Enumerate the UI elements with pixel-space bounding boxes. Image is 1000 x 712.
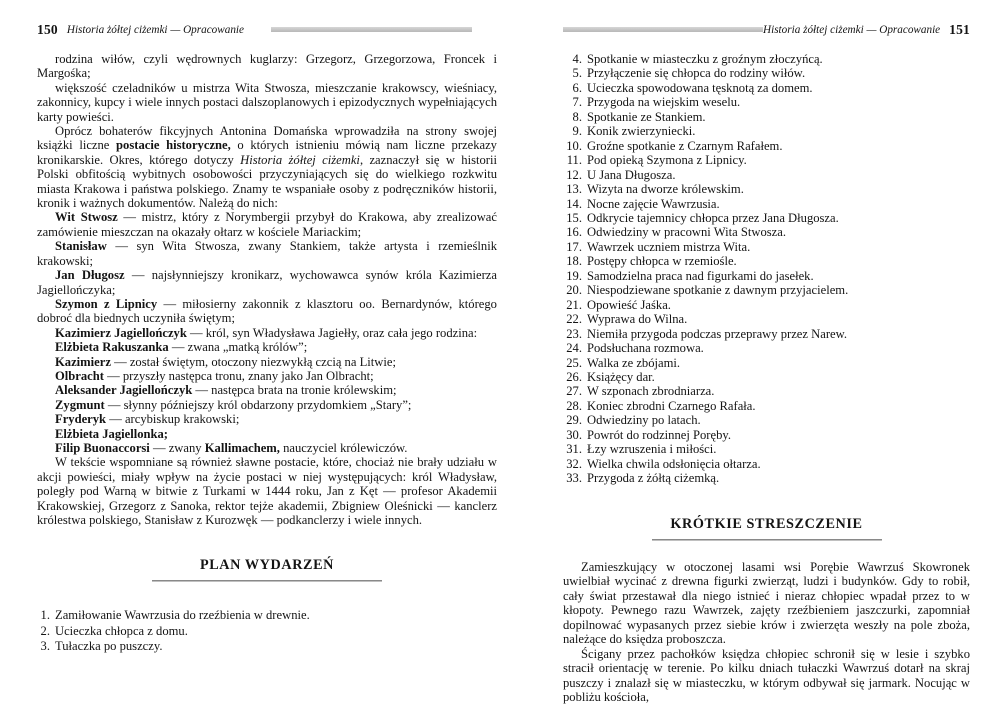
item-text: Ucieczka chłopca z domu.	[55, 623, 188, 638]
plan-item	[563, 153, 970, 167]
item-text: W szponach zbrodniarza.	[587, 384, 715, 399]
plan-item	[563, 312, 970, 326]
plan-item	[563, 52, 970, 66]
item-text: U Jana Długosza.	[587, 167, 676, 182]
summary-paragraphs	[563, 560, 970, 705]
running-title-right: Historia żółtej ciżemki — Opracowanie	[763, 23, 941, 36]
plan-item	[563, 384, 970, 398]
paragraph: Filip Buonaccorsi — zwany Kallimachem, nauczyciel królewiczów.	[55, 440, 408, 455]
item-number: 17.	[566, 239, 582, 254]
paragraph: Elżbieta Rakuszanka — zwana „matką królów”;	[55, 340, 308, 355]
item-text: Przygoda na wiejskim weselu.	[587, 95, 741, 110]
item-text: Odkrycie tajemnicy chłopca przez Jana Długosza.	[587, 210, 839, 225]
item-text: Zamiłowanie Wawrzusia do rzeźbienia w drewnie.	[55, 608, 310, 623]
item-number: 24.	[566, 341, 582, 356]
paragraph: Jan Długosz — najsłynniejszy kronikarz, wychowawca synów króla Kazimierza Jagiellończyka;	[37, 268, 497, 297]
item-number: 12.	[566, 167, 582, 182]
paragraph: Stanisław — syn Wita Stwosza, zwany Stankiem, także artysta i rzemieślnik krakowski;	[37, 239, 497, 268]
running-head-left	[37, 22, 497, 37]
item-number: 1.	[40, 608, 50, 623]
item-number: 9.	[572, 124, 582, 139]
plan-item	[563, 182, 970, 196]
page-150	[37, 22, 497, 654]
plan-item	[37, 608, 497, 623]
plan-item	[563, 298, 970, 312]
plan-item	[563, 225, 970, 239]
summary-right	[563, 560, 970, 705]
item-number: 2.	[40, 623, 50, 638]
item-number: 18.	[566, 254, 582, 269]
plan-item	[563, 370, 970, 384]
running-title-left: Historia żółtej ciżemki — Opracowanie	[66, 23, 244, 36]
item-text: Konik zwierzyniecki.	[587, 124, 696, 139]
plan-item	[563, 124, 970, 138]
running-head-right	[563, 22, 970, 37]
plan-item	[563, 168, 970, 182]
plan-item	[563, 283, 970, 297]
item-text: Przyłączenie się chłopca do rodziny wiłów.	[587, 66, 806, 81]
paragraph: rodzina wiłów, czyli wędrownych kuglarzy: Grzegorz, Grzegorzowa, Froncek i Margośka;	[37, 52, 497, 81]
item-text: Książęcy dar.	[587, 369, 655, 384]
item-number: 14.	[566, 196, 582, 211]
item-number: 22.	[566, 312, 582, 327]
item-text: Wyprawa do Wilna.	[587, 312, 688, 327]
item-number: 33.	[566, 471, 582, 486]
paragraph: Elżbieta Jagiellonka;	[55, 426, 168, 441]
item-number: 26.	[566, 369, 582, 384]
heading-rule-left	[152, 580, 382, 582]
plan-item	[563, 240, 970, 254]
item-text: Opowieść Jaśka.	[587, 297, 671, 312]
plan-item	[563, 413, 970, 427]
summary-paragraph: Ścigany przez pachołków księdza chłopiec schronił się w lesie i szybko stracił orientację w terenie. Po kilku dniach tułaczki Wawrzuś dotarł na skraj puszczy i znalazł się w miasteczku, w którym odbywał się jarmark. Nocując w pobliżu kościoła,	[563, 646, 970, 705]
plan-item	[563, 197, 970, 211]
item-text: Wielka chwila odsłonięcia ołtarza.	[587, 456, 761, 471]
item-text: Niemiła przygoda podczas przeprawy przez Narew.	[587, 326, 848, 341]
plan-item	[563, 81, 970, 95]
item-text: Pod opieką Szymona z Lipnicy.	[587, 153, 747, 168]
paragraph: Kazimierz — został świętym, otoczony niezwykłą czcią na Litwie;	[55, 354, 396, 369]
plan-item	[563, 139, 970, 153]
item-number: 13.	[566, 182, 582, 197]
item-text: Tułaczka po puszczy.	[55, 638, 163, 653]
plan-item	[563, 66, 970, 80]
paragraph: W tekście wspomniane są również sławne postacie, które, chociaż nie brały udziału w akcji powieści, miały wpływ na życie postaci w niej występujących: król Władysław, poległy pod Warną w bitwie z Turkami w 1444 roku, Jan z Kęt — profesor Akademii Krakowskiej, Grzegorz z Sanoka, rektor tejże akademii, Zbigniew Oleśnicki — kanclerz królestwa polskiego, Stanisław z Kurozwęk — podkanclerzy i wiele innych.	[37, 455, 497, 527]
item-text: Przygoda z żółtą ciżemką.	[587, 471, 720, 486]
item-number: 30.	[566, 427, 582, 442]
item-text: Postępy chłopca w rzemiośle.	[587, 254, 737, 269]
item-number: 7.	[572, 95, 582, 110]
plan-item	[563, 356, 970, 370]
page-151	[563, 22, 970, 705]
plan-list-right	[563, 52, 970, 486]
item-text: Niespodziewane spotkanie z dawnym przyjacielem.	[587, 283, 849, 298]
item-text: Spotkanie ze Stankiem.	[587, 109, 706, 124]
item-text: Koniec zbrodni Czarnego Rafała.	[587, 398, 756, 413]
item-number: 3.	[40, 638, 50, 653]
body-text-left	[37, 52, 497, 527]
item-text: Łzy wzruszenia i miłości.	[587, 442, 717, 457]
section-heading-krotkie-streszczenie: KRÓTKIE STRESZCZENIE	[670, 515, 863, 532]
item-text: Odwiedziny po latach.	[587, 413, 701, 428]
item-text: Groźne spotkanie z Czarnym Rafałem.	[587, 138, 783, 153]
item-number: 31.	[566, 442, 582, 457]
paragraph: Wit Stwosz — mistrz, który z Norymbergii przybył do Krakowa, aby zrealizować zamówienie mieszczan na okazały ołtarz w kościele Mariackim;	[37, 210, 497, 239]
item-number: 19.	[566, 268, 582, 283]
item-number: 8.	[572, 109, 582, 124]
item-number: 16.	[566, 225, 582, 240]
plan-item	[563, 399, 970, 413]
paragraph: Szymon z Lipnicy — miłosierny zakonnik z klasztoru oo. Bernardynów, którego dobroć dla biednych uczyniła świętym;	[37, 296, 497, 326]
plan-item	[563, 211, 970, 225]
item-text: Samodzielna praca nad figurkami do jasełek.	[587, 268, 814, 283]
page-number-right: 151	[949, 21, 970, 37]
plan-item	[37, 639, 497, 654]
item-text: Wizyta na dworze królewskim.	[587, 182, 744, 197]
paragraph: Zygmunt — słynny późniejszy król obdarzony przydomkiem „Stary”;	[55, 397, 412, 412]
item-number: 6.	[572, 80, 582, 95]
plan-item	[563, 457, 970, 471]
paragraph: Fryderyk — arcybiskup krakowski;	[55, 412, 240, 427]
plan-item	[563, 428, 970, 442]
plan-item	[563, 254, 970, 268]
item-text: Powrót do rodzinnej Poręby.	[587, 427, 731, 442]
item-number: 20.	[566, 283, 582, 298]
item-text: Nocne zajęcie Wawrzusia.	[587, 196, 720, 211]
header-rule-right	[563, 27, 763, 32]
item-number: 28.	[566, 398, 582, 413]
item-number: 15.	[566, 210, 582, 225]
paragraph: Oprócz bohaterów fikcyjnych Antonina Domańska wprowadziła na strony swojej książki liczne postacie historyczne, o których istnieniu mówią nam liczne przekazy kronikarskie. Okres, którego dotyczy Historia żółtej ciżemki, zaznaczył się w historii Polski obfitością wybitnych osobowości przyczyniających się do wielkiego rozkwitu miasta Krakowa i państwa polskiego. Znamy te wspaniałe osoby z podręczników historii, kronik i ważnych dokumentów. Należą do nich:	[37, 124, 497, 211]
plan-item	[563, 110, 970, 124]
paragraph: większość czeladników u mistrza Wita Stwosza, mieszczanie krakowscy, wieśniacy, zakonnicy, kupcy i wiele innych postaci dalszoplanowych i epizodycznych wypełniających karty powieści.	[37, 80, 497, 124]
item-text: Ucieczka spowodowana tęsknotą za domem.	[587, 80, 813, 95]
item-number: 5.	[572, 66, 582, 81]
item-number: 10.	[566, 138, 582, 153]
plan-item	[563, 95, 970, 109]
summary-paragraph: Zamieszkujący w otoczonej lasami wsi Porębie Wawrzuś Skowronek uwielbiał wycinać z drewna figurki zwierząt, ludzi i budynków. Gdy to robił, cały świat przestawał dla niego istnieć i nieraz chłopiec wpadał przez to w kłopoty. Pewnego razu Wawrzek, zajęty rzeźbieniem jaszczurki, zapomniał dopilnować wypasanych przez siebie krów i zwierzęta weszły na pole zboża, należące do księdza proboszcza.	[563, 559, 970, 647]
item-text: Podsłuchana rozmowa.	[587, 341, 704, 356]
plan-item	[563, 269, 970, 283]
paragraph: Olbracht — przyszły następca tronu, znany jako Jan Olbracht;	[55, 368, 374, 383]
item-text: Walka ze zbójami.	[587, 355, 681, 370]
item-number: 4.	[572, 52, 582, 66]
plan-item	[563, 327, 970, 341]
heading-rule-right	[652, 539, 882, 541]
item-number: 27.	[566, 384, 582, 399]
plan-item	[563, 341, 970, 355]
header-rule-left	[271, 27, 472, 32]
page-number-left: 150	[37, 21, 58, 37]
item-text: Odwiedziny w pracowni Wita Stwosza.	[587, 225, 786, 240]
paragraph: Kazimierz Jagiellończyk — król, syn Władysława Jagiełły, oraz cała jego rodzina:	[55, 325, 478, 340]
paragraphs-left	[37, 52, 497, 527]
item-number: 32.	[566, 456, 582, 471]
item-text: Wawrzek uczniem mistrza Wita.	[587, 239, 751, 254]
item-number: 21.	[566, 297, 582, 312]
item-number: 25.	[566, 355, 582, 370]
paragraph: Aleksander Jagiellończyk — następca brata na tronie królewskim;	[55, 383, 397, 398]
plan-item	[563, 442, 970, 456]
plan-item	[563, 471, 970, 485]
plan-list-left	[37, 608, 497, 654]
item-number: 29.	[566, 413, 582, 428]
section-heading-plan-wydarzen: PLAN WYDARZEŃ	[199, 557, 335, 574]
item-text: Spotkanie w miasteczku z groźnym złoczyńcą.	[587, 52, 823, 66]
item-number: 11.	[566, 153, 582, 168]
item-number: 23.	[566, 326, 582, 341]
plan-item	[37, 624, 497, 639]
